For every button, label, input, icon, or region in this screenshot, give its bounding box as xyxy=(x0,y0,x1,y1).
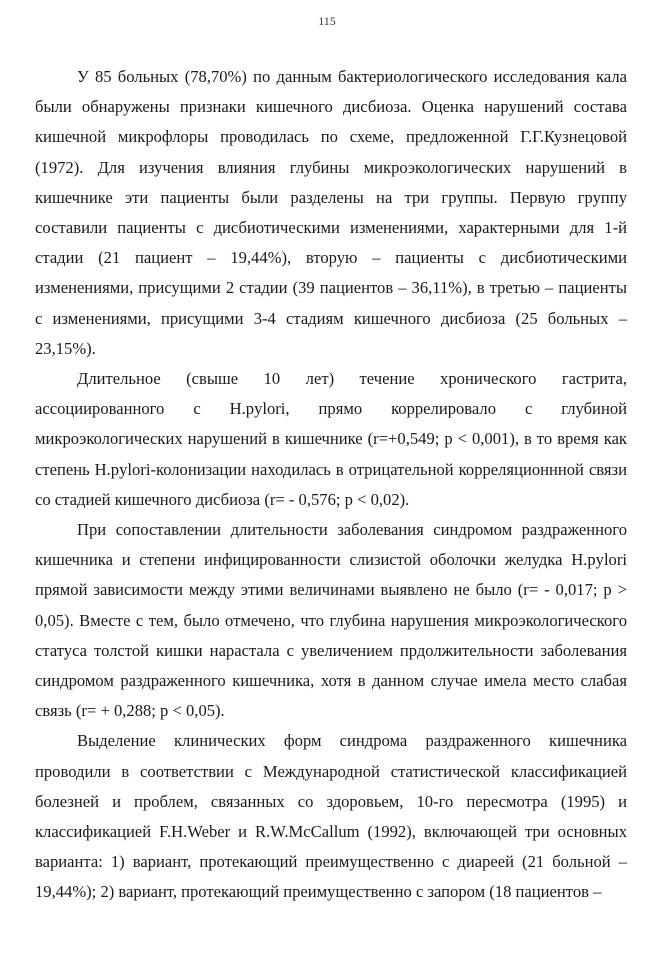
paragraph-ibs-duration: При сопоставлении длительности заболевания синдромом раздраженного кишечника и степени инфицированности слизистой оболочки желудка H.pylori прямой зависимости между этими величинами выявлено не было (r= - 0,017; p > 0,05). Вместе с тем, было отмечено, что глубина нарушения микроэкологического статуса толстой кишки нарастала с увеличением прдолжительности заболевания синдромом раздраженного кишечника, хотя в данном случае имела место слабая связь (r= + 0,288; p < 0,05). xyxy=(35,520,627,721)
body-text xyxy=(35,62,627,908)
paragraph-gastritis-correlation: Длительное (свыше 10 лет) течение хронического гастрита, ассоциированного с H.pylori, прямо коррелировало с глубиной микроэкологических нарушений в кишечнике (r=+0,549; p < 0,001), в то время как степень H.pylori-колонизации находилась в отрицательной корреляционнной связи со стадией кишечного дисбиоза (r= - 0,576; p < 0,02). xyxy=(35,369,627,509)
paragraph-dysbiosis-groups: У 85 больных (78,70%) по данным бактериологического исследования кала были обнаружены признаки кишечного дисбиоза. Оценка нарушений состава кишечной микрофлоры проводилась по схеме, предложенной Г.Г.Кузнецовой (1972). Для изучения влияния глубины микроэкологических нарушений в кишечнике эти пациенты были разделены на три группы. Первую группу составили пациенты с дисбиотическими изменениями, характерными для 1-й стадии (21 пациент – 19,44%), вторую – пациенты с дисбиотическими изменениями, присущими 2 стадии (39 пациентов – 36,11%), в третью – пациенты с изменениями, присущими 3-4 стадиям кишечного дисбиоза (25 больных – 23,15%). xyxy=(35,67,627,358)
page-number: 115 xyxy=(318,14,336,28)
paragraph-clinical-forms: Выделение клинических форм синдрома раздраженного кишечника проводили в соответствии с Международной статистической классификацией болезней и проблем, связанных со здоровьем, 10-го пересмотра (1995) и классификацией F.H.Weber и R.W.McCallum (1992), включающей три основных варианта: 1) вариант, протекающий преимущественно с диареей (21 больной – 19,44%); 2) вариант, протекающий преимущественно с запором (18 пациентов – xyxy=(35,731,627,902)
